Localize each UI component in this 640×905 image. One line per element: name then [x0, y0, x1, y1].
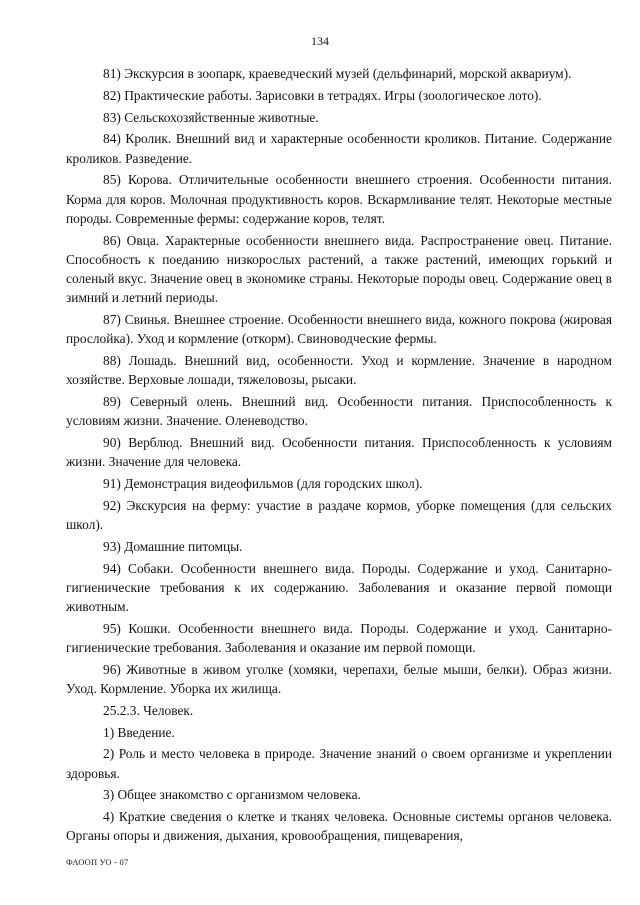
- paragraph-item-92: 92) Экскурсия на ферму: участие в раздаче кормов, уборке помещения (для сельских школ).: [66, 497, 612, 532]
- paragraph-item-human-1: 1) Введение.: [103, 724, 175, 740]
- paragraph-item-82: 82) Практические работы. Зарисовки в тетрадях. Игры (зоологическое лото).: [103, 87, 542, 103]
- paragraph-item-89: 89) Северный олень. Внешний вид. Особенности питания. Приспособленность к условиям жизни. Значение. Оленеводство.: [66, 394, 612, 429]
- section-heading-human: 25.2.3. Человек.: [103, 702, 194, 718]
- paragraph-item-95: 95) Кошки. Особенности внешнего вида. Породы. Содержание и уход. Санитарно-гигиенические требования. Заболевания и оказание им первой помощи.: [66, 620, 612, 655]
- paragraph-item-96: 96) Животные в живом уголке (хомяки, черепахи, белые мыши, белки). Образ жизни. Уход. Кормление. Уборка их жилища.: [66, 661, 612, 696]
- paragraph-item-88: 88) Лошадь. Внешний вид, особенности. Уход и кормление. Значение в народном хозяйстве. Верховые лошади, тяжеловозы, рысаки.: [66, 353, 612, 388]
- paragraph-item-83: 83) Сельскохозяйственные животные.: [103, 109, 319, 125]
- paragraph-item-91: 91) Демонстрация видеофильмов (для городских школ).: [103, 476, 423, 491]
- paragraph-item-85: 85) Корова. Отличительные особенности внешнего строения. Особенности питания. Корма для коров. Молочная продуктивность коров. Вскармливание телят. Некоторые местные породы. Современные фермы: содержание коров, телят.: [66, 172, 612, 226]
- paragraph-item-84: 84) Кролик. Внешний вид и характерные особенности кроликов. Питание. Содержание кроликов. Разведение.: [66, 131, 612, 166]
- paragraph-item-human-4: 4) Краткие сведения о клетке и тканях человека. Основные системы органов человека. Органы опоры и движения, дыхания, кровообращения, пищеварения,: [66, 809, 612, 844]
- footer-code: ФАООП УО - 07: [66, 857, 129, 867]
- paragraph-item-90: 90) Верблюд. Внешний вид. Особенности питания. Приспособленность к условиям жизни. Значение для человека.: [66, 435, 612, 470]
- page-number: 134: [311, 34, 329, 48]
- paragraph-item-81: 81) Экскурсия в зоопарк, краеведческий музей (дельфинарий, морской аквариум).: [103, 66, 572, 81]
- paragraph-item-human-3: 3) Общее знакомство с организмом человека.: [103, 787, 361, 803]
- paragraph-item-human-2: 2) Роль и место человека в природе. Значение знаний о своем организме и укреплении здоровья.: [66, 746, 612, 781]
- paragraph-item-94: 94) Собаки. Особенности внешнего вида. Породы. Содержание и уход. Санитарно-гигиенические требования к их содержанию. Заболевания и оказание первой помощи животным.: [66, 560, 612, 614]
- paragraph-item-93: 93) Домашние питомцы.: [103, 538, 243, 554]
- document-body: [66, 64, 612, 846]
- paragraph-item-86: 86) Овца. Характерные особенности внешнего вида. Распространение овец. Питание. Способность к поеданию низкорослых растений, а также растений, имеющих горький и соленый вкус. Значение овец в экономике страны. Некоторые породы овец. Содержание овец в зимний и летний периоды.: [66, 232, 612, 306]
- paragraph-item-87: 87) Свинья. Внешнее строение. Особенности внешнего вида, кожного покрова (жировая прослойка). Уход и кормление (откорм). Свиноводческие фермы.: [66, 312, 612, 347]
